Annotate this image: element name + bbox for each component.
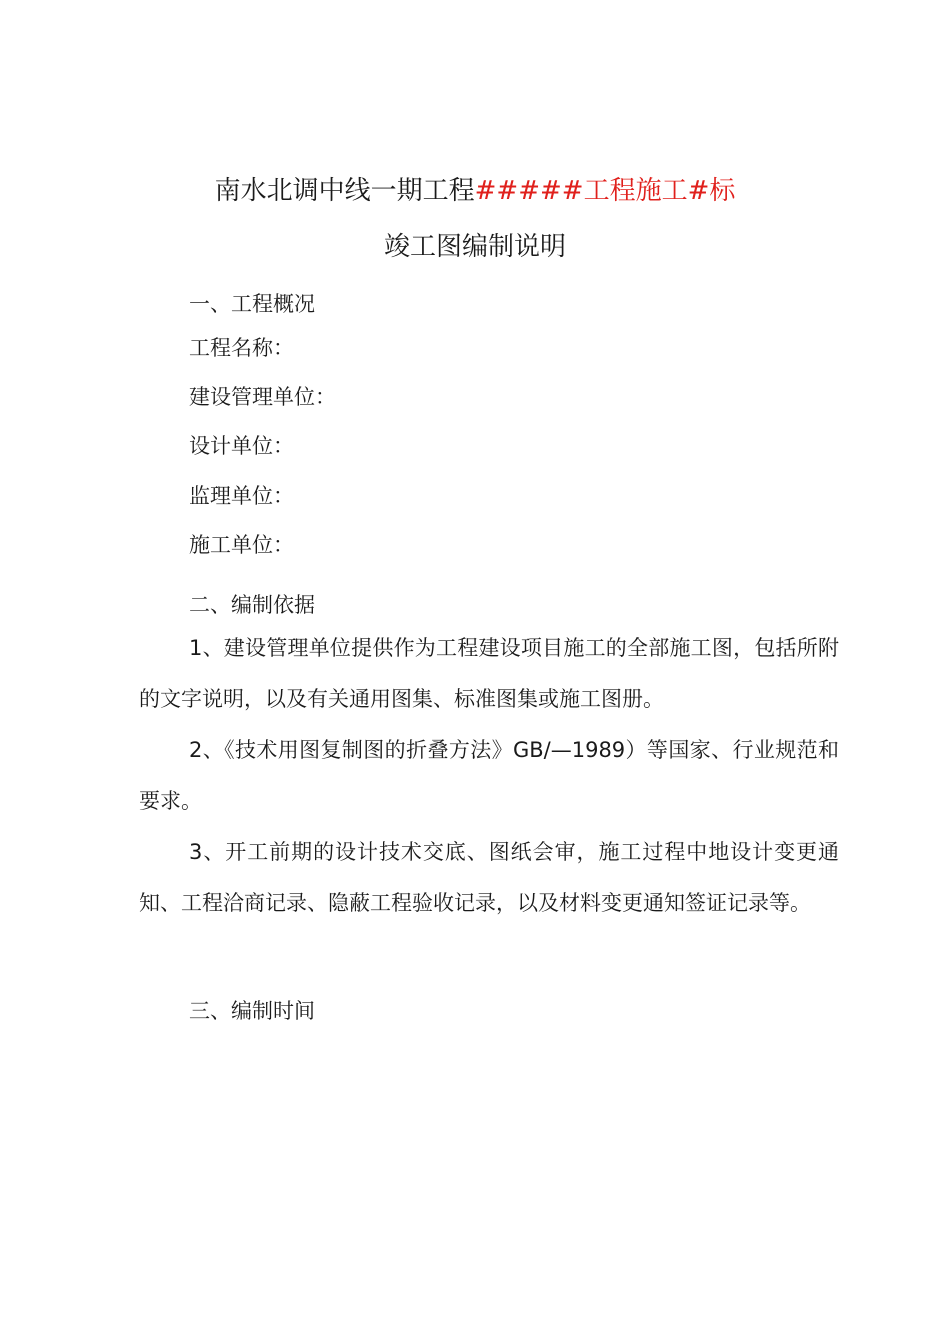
- section-2-heading: 二、编制依据: [189, 593, 315, 617]
- field-project-name: 工程名称：: [189, 336, 294, 360]
- field-design-unit: 设计单位：: [189, 434, 294, 458]
- document-subtitle: 竣工图编制说明: [383, 232, 566, 262]
- document-title: [0, 174, 950, 208]
- basis-item-3: 3、开工前期的设计技术交底、图纸会审，施工过程中地设计变更通知、工程洽商记录、隐蔽工程验收记录，以及材料变更通知签证记录等。: [139, 840, 839, 915]
- field-supervision-unit: 监理单位：: [189, 484, 294, 508]
- title-prefix: 南水北调中线一期工程: [214, 176, 475, 206]
- section-1-heading: 一、工程概况: [189, 292, 315, 316]
- title-red-part: #####工程施工#标: [474, 176, 736, 206]
- field-construction-management-unit: 建设管理单位：: [189, 385, 336, 409]
- section-3-heading: 三、编制时间: [189, 999, 315, 1023]
- basis-item-2: 2、《技术用图复制图的折叠方法》GB/—1989）等国家、行业规范和要求。: [139, 738, 839, 813]
- field-construction-unit: 施工单位：: [189, 533, 294, 557]
- basis-item-1: 1、建设管理单位提供作为工程建设项目施工的全部施工图，包括所附的文字说明，以及有关通用图集、标准图集或施工图册。: [139, 636, 839, 711]
